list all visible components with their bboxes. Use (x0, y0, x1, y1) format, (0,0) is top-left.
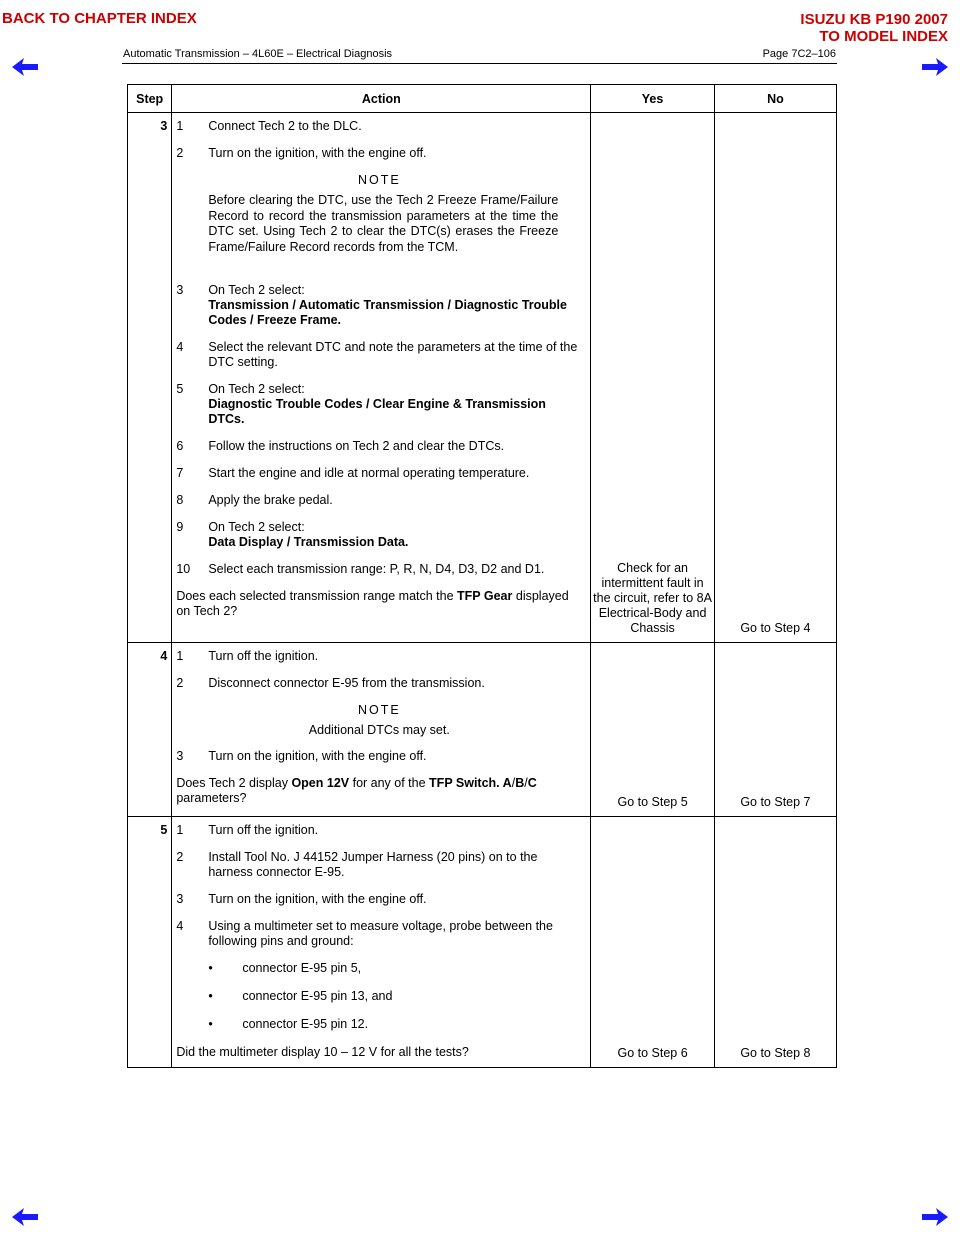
list-item: 1 Connect Tech 2 to the DLC. (176, 119, 362, 133)
step-number: 5 (128, 817, 172, 1068)
list-item: 3 Turn on the ignition, with the engine off. (176, 749, 427, 763)
yes-result: Check for an intermittent fault in the circuit, refer to 8A Electrical-Body and Chassis (591, 113, 715, 643)
table-row-step-3 (128, 113, 837, 643)
document-header-title: Automatic Transmission – 4L60E – Electrical Diagnosis (123, 48, 393, 60)
list-item: 3 Turn on the ignition, with the engine off. (176, 892, 427, 906)
list-item: 2 Turn on the ignition, with the engine off. (176, 146, 427, 160)
model-title: ISUZU KB P190 2007 (800, 11, 948, 28)
table-row-step-4 (128, 643, 837, 817)
model-index-link[interactable] (800, 11, 948, 45)
table-row-step-5 (128, 817, 837, 1068)
list-item: 5 On Tech 2 select: Diagnostic Trouble Codes / Clear Engine & Transmission DTCs. (176, 382, 546, 426)
no-result: Go to Step 7 (714, 643, 836, 817)
previous-page-arrow-icon[interactable] (12, 58, 38, 76)
bullet-item: • connector E-95 pin 5, (208, 961, 362, 975)
to-model-index-label[interactable]: TO MODEL INDEX (819, 28, 948, 45)
list-item: 10 Select each transmission range: P, R, N, D4, D3, D2 and D1. (176, 562, 545, 576)
list-item: 4 Select the relevant DTC and note the parameters at the time of the DTC setting. (176, 340, 578, 369)
col-header-action: Action (172, 85, 591, 113)
action-cell (172, 113, 591, 643)
back-to-chapter-index-link[interactable]: BACK TO CHAPTER INDEX (2, 10, 197, 27)
previous-page-arrow-bottom-icon[interactable] (12, 1208, 38, 1226)
yes-result: Go to Step 6 (591, 817, 715, 1068)
step-question: Does each selected transmission range match the TFP Gear displayed on Tech 2? (176, 589, 569, 618)
list-item: 3 On Tech 2 select: Transmission / Automatic Transmission / Diagnostic Trouble Codes / Freeze Frame. (176, 283, 567, 327)
action-cell (172, 643, 591, 817)
list-item: 1 Turn off the ignition. (176, 823, 319, 837)
next-page-arrow-icon[interactable] (922, 58, 948, 76)
list-item: 7 Start the engine and idle at normal operating temperature. (176, 466, 530, 480)
step-question: Did the multimeter display 10 – 12 V for all the tests? (176, 1045, 469, 1059)
no-result: Go to Step 4 (714, 113, 836, 643)
yes-result: Go to Step 5 (591, 643, 715, 817)
list-item: 9 On Tech 2 select: Data Display / Transmission Data. (176, 520, 409, 549)
col-header-yes: Yes (591, 85, 715, 113)
note-text: Additional DTCs may set. (308, 723, 450, 737)
list-item: 1 Turn off the ignition. (176, 649, 319, 663)
diagnostic-procedure-table (127, 84, 837, 1068)
list-item: 2 Install Tool No. J 44152 Jumper Harness (20 pins) on to the harness connector E-95. (176, 850, 538, 879)
action-cell (172, 817, 591, 1068)
note-heading: NOTE (357, 173, 401, 187)
list-item: 6 Follow the instructions on Tech 2 and clear the DTCs. (176, 439, 505, 453)
list-item: 2 Disconnect connector E-95 from the transmission. (176, 676, 485, 690)
list-item: 8 Apply the brake pedal. (176, 493, 333, 507)
note-heading: NOTE (357, 703, 401, 717)
step-number: 3 (128, 113, 172, 643)
table-header-row (128, 85, 837, 113)
bullet-item: • connector E-95 pin 12. (208, 1017, 369, 1031)
step-question: Does Tech 2 display Open 12V for any of the TFP Switch. A/B/C parameters? (176, 776, 537, 805)
next-page-arrow-bottom-icon[interactable] (922, 1208, 948, 1226)
col-header-no: No (714, 85, 836, 113)
page-number: Page 7C2–106 (762, 48, 836, 60)
no-result: Go to Step 8 (714, 817, 836, 1068)
list-item: 4 Using a multimeter set to measure voltage, probe between the following pins and ground: (176, 919, 553, 948)
note-text: Before clearing the DTC, use the Tech 2 Freeze Frame/Failure Record to record the transmission parameters at the time the DTC set. Using Tech 2 to clear the DTC(s) erases the Freeze Frame/Failure Record records from the TCM. (208, 193, 559, 254)
col-header-step: Step (128, 85, 172, 113)
bullet-item: • connector E-95 pin 13, and (208, 989, 393, 1003)
step-number: 4 (128, 643, 172, 817)
header-divider (122, 63, 837, 64)
